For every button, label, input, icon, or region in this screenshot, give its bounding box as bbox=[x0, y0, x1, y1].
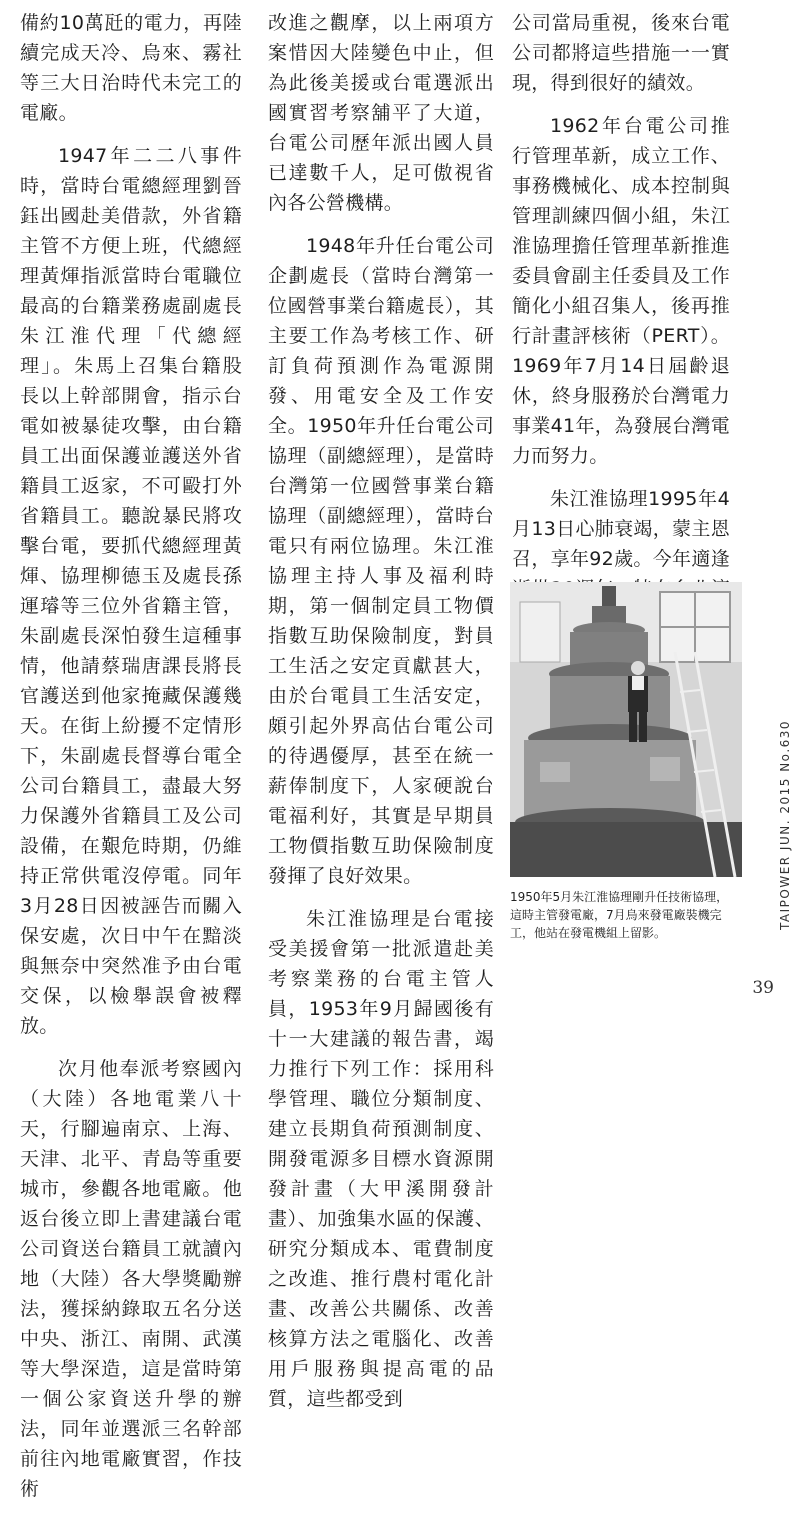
generator-photo-illustration bbox=[510, 582, 742, 877]
paragraph: 朱江淮協理是台電接受美援會第一批派遣赴美考察業務的台電主管人員，1953年9月歸國後有十一大建議的報告書，竭力推行下列工作：採用科學管理、職位分類制度、建立長期負荷預測制度、開發電源多目標水資源開發計畫（大甲溪開發計畫）、加強集水區的保護、研究分類成本、電費制度之改進、推行農村電化計畫、改善公共關係、改善核算方法之電腦化、改善用戶服務與提高電的品質，這些都受到 bbox=[268, 908, 494, 1410]
magazine-issue: TAIPOWER JUN. 2015 No.630 bbox=[778, 719, 792, 930]
photo-caption: 1950年5月朱江淮協理剛升任技術協理， 這時主管發電廠，7月烏來發電廠裝機完 工，他站在發電機組上留影。 bbox=[510, 890, 729, 940]
paragraph: 備約10萬瓩的電力，再陸續完成天冷、烏來、霧社等三大日治時代未完工的電廠。 bbox=[20, 12, 242, 124]
page-number: 39 bbox=[752, 978, 774, 998]
paragraph: 1962年台電公司推行管理革新，成立工作、事務機械化、成本控制與管理訓練四個小組，朱江淮協理擔任管理革新推進委員會副主任委員及工作簡化小組召集人，後再推行計畫評核術（PERT）。1969年7月14日屆齡退休，終身服務於台灣電力事業41年，為發展台灣電力而努力。 bbox=[512, 115, 730, 467]
paragraph-text: 朱江淮協理1995年4月13日心肺衰竭，蒙主恩召，享年92歲。今年適逢 bbox=[512, 488, 730, 570]
paragraph: 1948年升任台電公司企劃處長（當時台灣第一位國營事業台籍處長），其主要工作為考核工作、研訂負荷預測作為電源開發、用電安全及工作安全。1950年升任台電公司協理（副總經理），是當時台灣第一位國營事業台籍協理（副總經理），當時台電只有兩位協理。朱江淮協理主持人事及福利時期，第一個制定員工物價指數互助保險制度，對員工生活之安定貢獻甚大，由於台電員工生活安定，頗引起外界高估台電公司的待遇優厚，甚至在統一薪俸制度下，人家硬說台電福利好，其實是早期員工物價指數互助保險制度發揮了良好效果。 bbox=[268, 235, 494, 887]
paragraph: 公司當局重視，後來台電公司都將這些措施一一實現，得到很好的績效。 bbox=[512, 12, 730, 94]
paragraph: 改進之觀摩，以上兩項方案惜因大陸變色中止，但為此後美援或台電選派出國實習考察舖平了大道，台電公司歷年派出國人員已達數千人，足可傲視省內各公營機構。 bbox=[268, 12, 494, 214]
article-column-1 bbox=[20, 8, 242, 1517]
paragraph: 次月他奉派考察國內（大陸）各地電業八十天，行腳遍南京、上海、天津、北平、青島等重要城市，參觀各地電廠。他返台後立即上書建議台電公司資送台籍員工就讀內地（大陸）各大學獎勵辦法，獲採納錄取五名分送中央、浙江、南開、武漢等大學深造，這是當時第一個公家資送升學的辦法，同年並選派三名幹部前往內地電廠實習，作技術 bbox=[20, 1058, 242, 1500]
paragraph: 1947年二二八事件時，當時台電總經理劉晉鈺出國赴美借款，外省籍主管不方便上班，代總經理黃煇指派當時台電職位最高的台籍業務處副處長朱江淮代理「代總經理」。朱馬上召集台籍股長以上幹部開會，指示台電如被暴徒攻擊，由台籍員工出面保護並護送外省籍員工返家，不可毆打外省籍員工。聽說暴民將攻擊台電，要抓代總經理黃煇、協理柳德玉及處長孫運璿等三位外省籍主管，朱副處長深怕發生這種事情，他請蔡瑞唐課長將長官護送到他家掩藏保護幾天。在街上紛擾不定情形下，朱副處長督導台電全公司台籍員工，盡最大努力保護外省籍員工及公司設備，在艱危時期，仍維持正常供電沒停電。同年3月28日因被誣告而關入保安處，次日中午在黯淡與無奈中突然准予由台電交保，以檢舉誤會被釋放。 bbox=[20, 145, 242, 1037]
generator-photo bbox=[510, 582, 742, 877]
article-column-2 bbox=[268, 8, 494, 1427]
